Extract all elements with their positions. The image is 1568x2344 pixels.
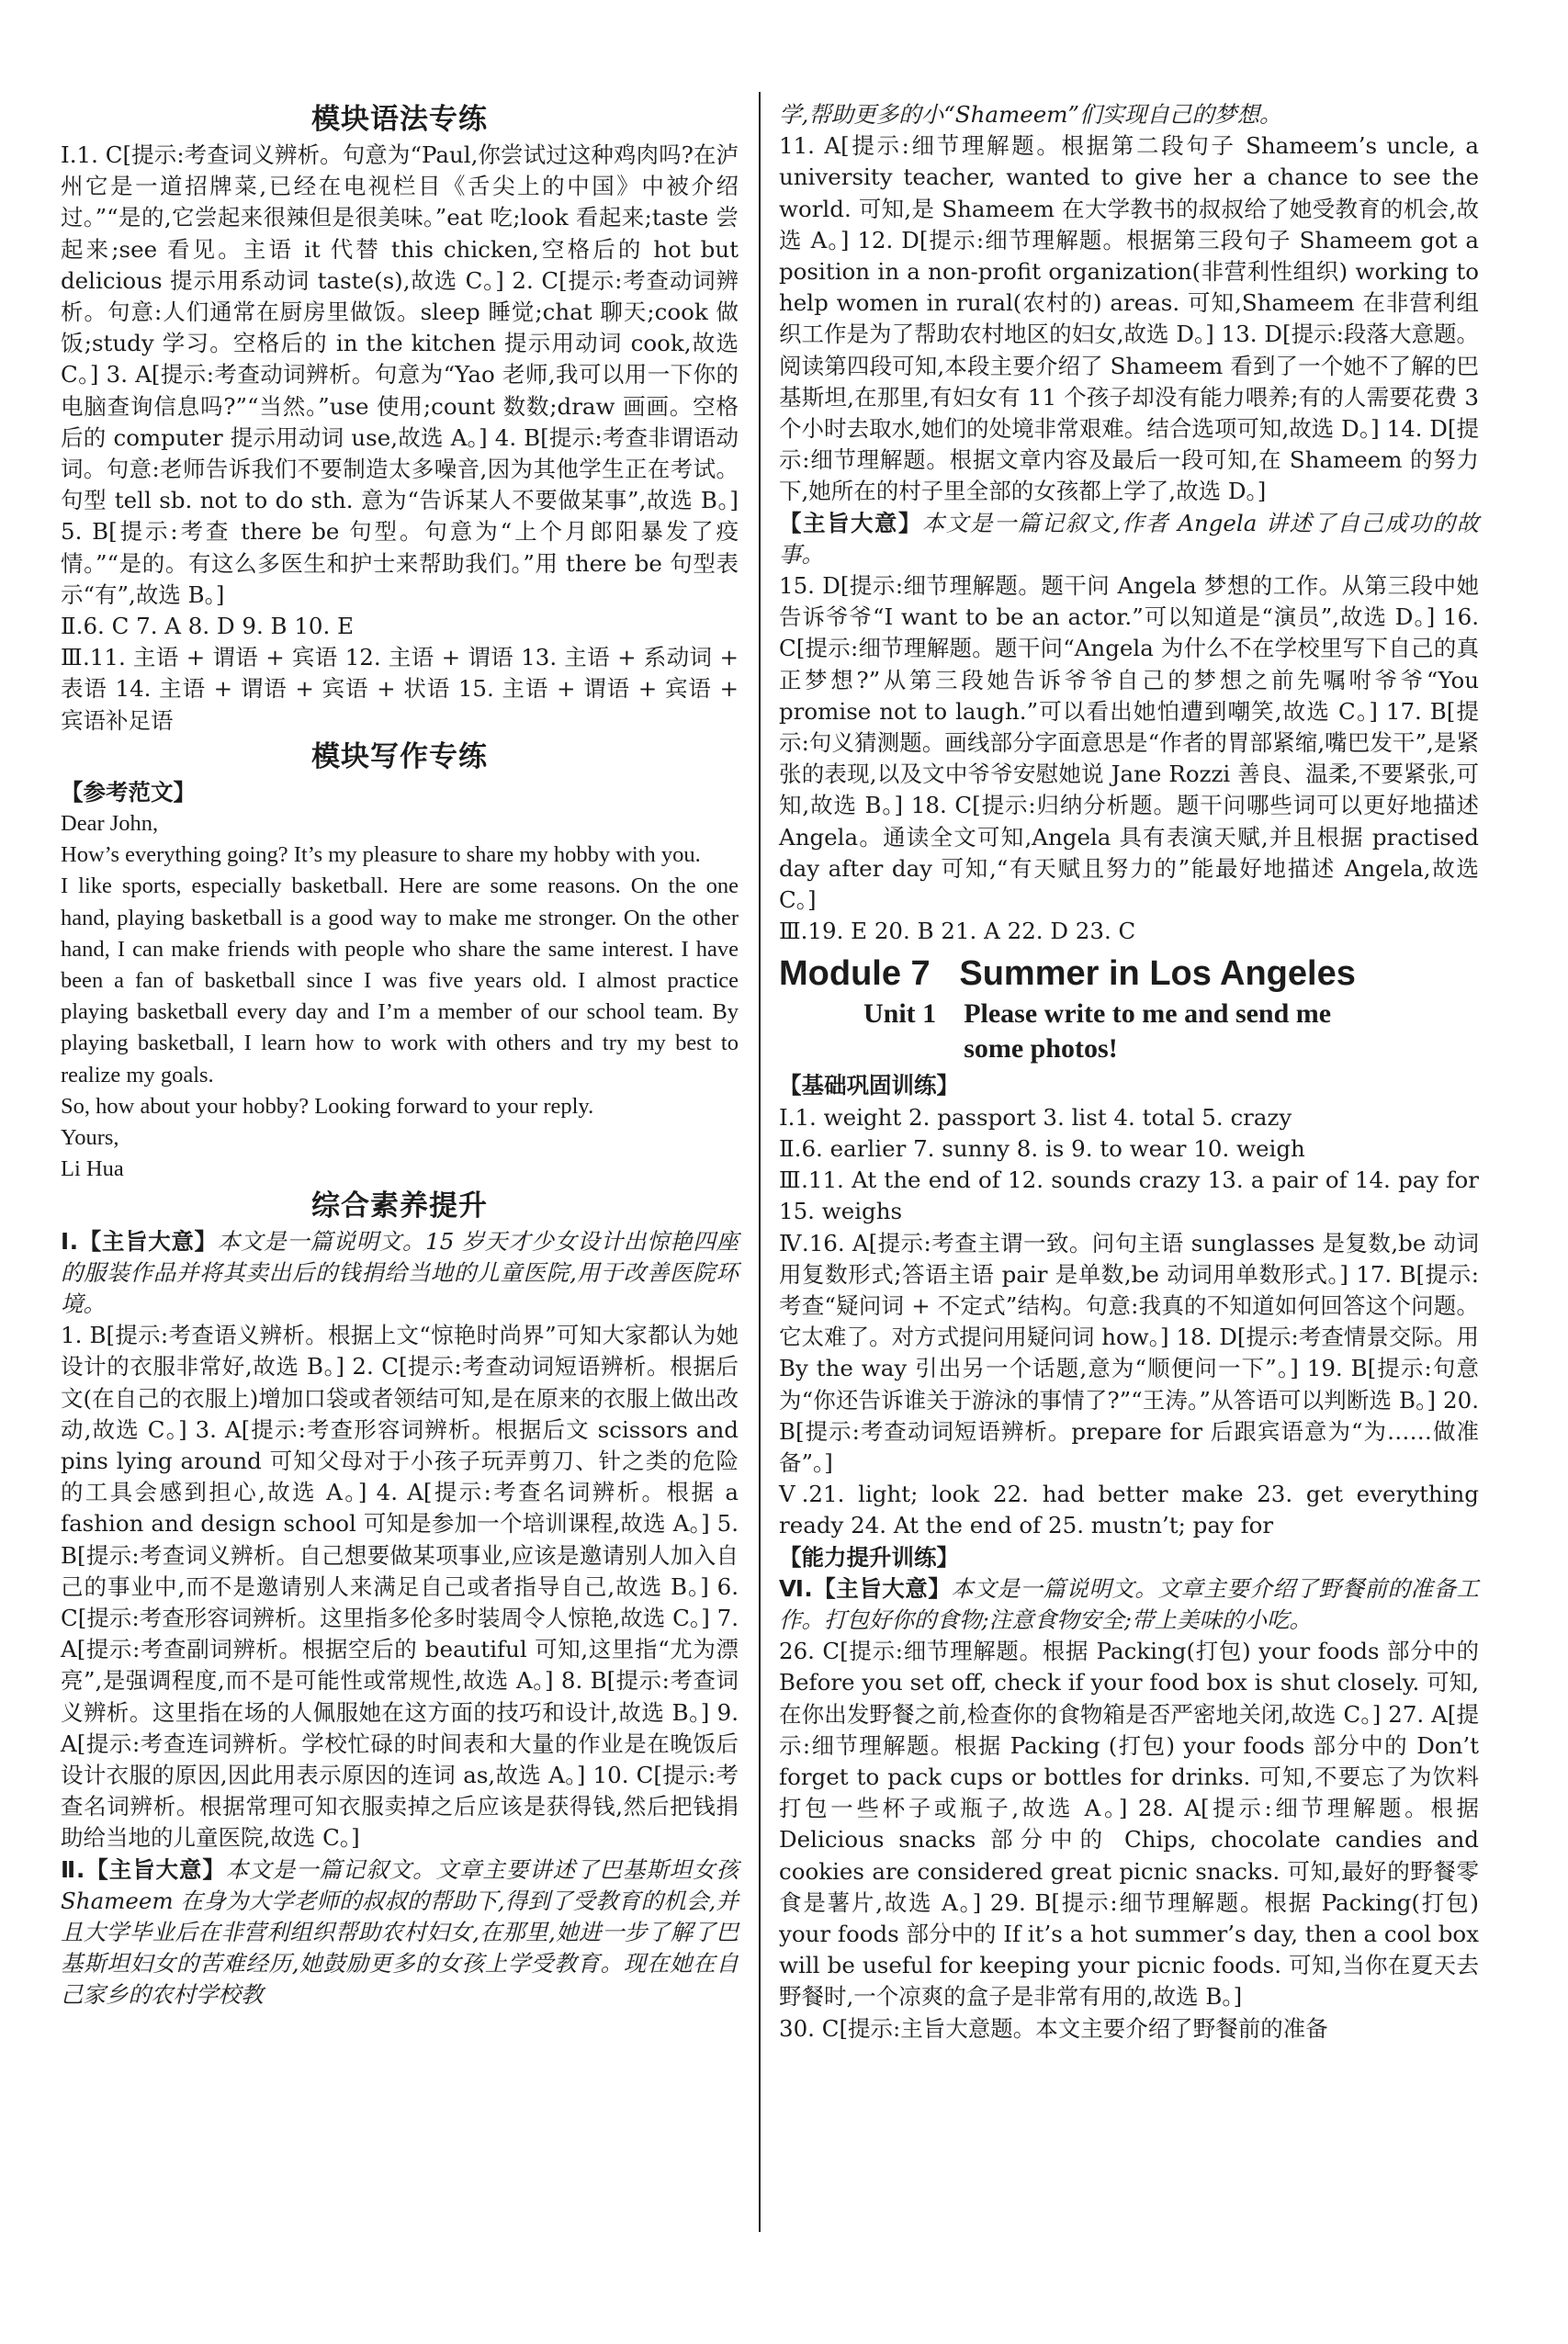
basic-answers-2: Ⅱ.6. earlier 7. sunny 8. is 9. to wear 10. weigh xyxy=(779,1134,1305,1162)
grammar-answers xyxy=(61,140,739,611)
grammar-answer-2: 2. C[提示:考查动词辨析。句意:人们通常在厨房里做饭。sleep 睡觉;chat 聊天;cook 做饭;study 学习。空格后的 in the kitchen 提示用动词 cook,故选 C。] xyxy=(61,266,739,389)
main-idea-text: 本文是一篇记叙文。文章主要讲述了巴基斯坦女孩 Shameem 在身为大学老师的叔叔的帮助下,得到了受教育的机会,并且大学毕业后在非营利组织帮助农村妇女,在那里,她进一步了解了巴基斯坦妇女的苦难经历,她鼓励更多的女孩上学受教育。现在她在自己家乡的农村学校教 xyxy=(61,1855,739,2009)
letter-signature: Li Hua xyxy=(61,1156,124,1182)
passage-6-answers: 26. C[提示:细节理解题。根据 Packing(打包) your foods 部分中的 Before you set off, check if your food box is shut closely. 可知,在你出发野餐之前,检查你的食物箱是否严密地关闭,故选 C。] 27. A[提示:细节理解题。根据 Packing (打包) your foods 部分中的 Don’t forget to pack cups or bottles for drinks. 可知,不要忘了为饮料打包一些杯子或瓶子,故选 A。] 28. A[提示:细节理解题。根据 Delicious snacks 部分中的 Chips, chocolate candies and cookies are considered great picnic snacks. 可知,最好的野餐零食是薯片,故选 A。] 29. B[提示:细节理解题。根据 Packing(打包) your foods 部分中的 If it’s a hot summer’s day, then a cool box will be useful for keeping your picnic foods. 可知,当你在夏天去野餐时,一个凉爽的盒子是非常有用的,故选 B。] xyxy=(779,1638,1479,2011)
main-idea-tag: 【主旨大意】 xyxy=(779,509,922,536)
passage-2-answers: 11. A[提示:细节理解题。根据第二段句子 Shameem’s uncle, a university teacher, wanted to give her a chance to see the world. 可知,是 Shameem 在大学教书的叔叔给了她受教育的机会,故选 A。] 12. D[提示:细节理解题。根据第三段句子 Shameem got a position in a non-profit organization(非营利性组织) working to help women in rural(农村的) areas. 可知,Shameem 在非营利组织工作是为了帮助农村地区的妇女,故选 D。] 13. D[提示:段落大意题。阅读第四段可知,本段主要介绍了 Shameem 看到了一个她不了解的巴基斯坦,在那里,有妇女有 11 个孩子却没有能力喂养;有的人需要花费 3 个小时去取水,她们的处境非常艰难。结合选项可知,故选 D。] 14. D[提示:细节理解题。根据文章内容及最后一段可知,在 Shameem 的努力下,她所在的村子里全部的女孩都上学了,故选 D。] xyxy=(779,132,1479,505)
unit-number: Unit 1 xyxy=(863,998,937,1030)
basic-answers-5: Ⅴ.21. light; look 22. had better make 23. get everything ready 24. At the end of 25. mustn’t; pay for xyxy=(779,1481,1479,1539)
basic-training-label: 【基础巩固训练】 xyxy=(779,1072,959,1099)
unit-heading xyxy=(779,997,1479,1066)
column-divider xyxy=(759,92,761,2232)
basic-answers-3: Ⅲ.11. At the end of 12. sounds crazy 13. a pair of 14. pay for 15. weighs xyxy=(779,1166,1479,1225)
letter-opening: How’s everything going? It’s my pleasure to share my hobby with you. xyxy=(61,842,701,868)
sample-letter xyxy=(61,808,739,1185)
reference-essay-label: 【参考范文】 xyxy=(61,778,196,806)
passage-2-summary xyxy=(61,1854,739,2012)
unit-title-line-2: some photos! xyxy=(964,1033,1118,1065)
passage-6-answer-30: 30. C[提示:主旨大意题。本文主要介绍了野餐前的准备 xyxy=(779,2014,1328,2042)
letter-body: I like sports, especially basketball. Here are some reasons. On the one hand, playing basketball is a good way to make me stronger. On the other hand, I can make friends with people who share the same interest. I have been a fan of basketball since I was five years old. I almost practice playing basketball every day and I’m a member of our school team. By playing basketball, I learn how to work with others and try my best to realize my goals. xyxy=(61,873,739,1087)
writing-section-title: 模块写作专练 xyxy=(311,739,488,773)
passage-1-answers: 1. B[提示:考查语义辨析。根据上文“惊艳时尚界”可知大家都认为她设计的衣服非常好,故选 B。] 2. C[提示:考查动词短语辨析。根据后文(在自己的衣服上)增加口袋或者领结可知,是在原来的衣服上做出改动,故选 C。] 3. A[提示:考查形容词辨析。根据后文 scissors and pins lying around 可知父母对于小孩子玩弄剪刀、针之类的危险的工具会感到担心,故选 A。] 4. A[提示:考查名词辨析。根据 a fashion and design school 可知是参加一个培训课程,故选 A。] 5. B[提示:考查词义辨析。自己想要做某项事业,应该是邀请别人加入自己的事业中,而不是邀请别人来满足自己或者指导自己,故选 B。] 6. C[提示:考查形容词辨析。这里指多伦多时装周令人惊艳,故选 C。] 7. A[提示:考查副词辨析。根据空后的 beautiful 可知,这里指“尤为漂亮”,是强调程度,而不是可能性或常规性,故选 A。] 8. B[提示:考查词义辨析。这里指在场的人佩服她在这方面的技巧和设计,故选 B。] 9. A[提示:考查连词辨析。学校忙碌的时间表和大量的作业是在晚饭后设计衣服的原因,因此用表示原因的连词 as,故选 A。] 10. C[提示:考查名词辨析。根据常理可知衣服卖掉之后应该是获得钱,然后把钱捐助给当地的儿童医院,故选 C。] xyxy=(61,1322,739,1852)
grammar-answer-5: 5. B[提示:考查 there be 句型。句意为“上个月郎阳暴发了疫情。”“是的。有这么多医生和护士来帮助我们。”用 there be 句型表示“有”,故选 B。] xyxy=(61,518,739,608)
grammar-answer-4: 4. B[提示:考查非谓语动词。句意:老师告诉我们不要制造太多噪音,因为其他学生正在考试。句型 tell sb. not to do sth. 意为“告诉某人不要做某事”,故选 B。] xyxy=(61,423,739,514)
passage-3-answers: 15. D[提示:细节理解题。题干问 Angela 梦想的工作。从第三段中她告诉爷爷“I want to be an actor.”可以知道是“演员”,故选 D。] 16. C[提示:细节理解题。题干问“Angela 为什么不在学校里写下自己的真正梦想?”从第三段她告诉爷爷自己的梦想之前先嘱咐爷爷“You promise not to laugh.”可以看出她怕遭到嘲笑,故选 C。] 17. B[提示:句义猜测题。画线部分字面意思是“作者的胃部紧缩,嘴巴发干”,是紧张的表现,以及文中爷爷安慰她说 Jane Rozzi 善良、温柔,不要紧张,可知,故选 B。] 18. C[提示:归纳分析题。题干问哪些词可以更好地描述 Angela。通读全文可知,Angela 具有表演天赋,并且根据 practised day after day 可知,“有天赋且努力的”能最好地描述 Angela,故选 C。] xyxy=(779,572,1479,914)
module-title: Summer in Los Angeles xyxy=(959,954,1356,994)
letter-closing: So, how about your hobby? Looking forward to your reply. xyxy=(61,1093,594,1119)
main-idea-text: 本文是一篇记叙文,作者 Angela 讲述了自己成功的故事。 xyxy=(779,509,1480,568)
grammar-section-title: 模块语法专练 xyxy=(311,103,488,136)
passage-2-summary-cont: 学,帮助更多的小“Shameem”们实现自己的梦想。 xyxy=(779,101,1282,128)
ability-training-label: 【能力提升训练】 xyxy=(779,1543,959,1571)
main-idea-text: 本文是一篇说明文。15 岁天才少女设计出惊艳四座的服装作品并将其卖出后的钱捐给当地的儿童医院,用于改善医院环境。 xyxy=(61,1227,739,1317)
letter-greeting: Dear John, xyxy=(61,811,159,837)
grammar-answers-3: Ⅲ.11. 主语 + 谓语 + 宾语 12. 主语 + 谓语 13. 主语 + 系动词 + 表语 14. 主语 + 谓语 + 宾语 + 状语 15. 主语 + 谓语 + 宾语 + 宾语补足语 xyxy=(61,644,739,734)
main-idea-text: 本文是一篇说明文。文章主要介绍了野餐前的准备工作。打包好你的食物;注意食物安全;带上美味的小吃。 xyxy=(779,1574,1479,1633)
letter-signoff: Yours, xyxy=(61,1125,119,1151)
basic-answers-1: Ⅰ.1. weight 2. passport 3. list 4. total 5. crazy xyxy=(779,1103,1292,1131)
passage-6-summary xyxy=(779,1573,1479,1636)
section-3-answers: Ⅲ.19. E 20. B 21. A 22. D 23. C xyxy=(779,918,1136,945)
grammar-answer-3: 3. A[提示:考查动词辨析。句意为“Yao 老师,我可以用一下你的电脑查询信息吗?”“当然。”use 使用;count 数数;draw 画画。空格后的 computer 提示用动词 use,故选 A。] xyxy=(61,361,739,451)
grammar-answers-2: Ⅱ.6. C 7. A 8. D 9. B 10. E xyxy=(61,613,354,640)
passage-3-summary xyxy=(779,508,1479,570)
unit-title-line-1: Please write to me and send me xyxy=(964,998,1332,1030)
right-column xyxy=(779,99,1479,2045)
main-idea-tag: Ⅰ.【主旨大意】 xyxy=(61,1227,218,1255)
module-number: Module 7 xyxy=(779,954,931,994)
main-idea-tag: Ⅱ.【主旨大意】 xyxy=(61,1855,226,1883)
left-column xyxy=(61,99,739,2012)
unit-title xyxy=(964,997,1331,1066)
basic-answers-4: Ⅳ.16. A[提示:考查主谓一致。问句主语 sunglasses 是复数,be 动词用复数形式;答语主语 pair 是单数,be 动词用单数形式。] 17. B[提示:考查“疑问词 + 不定式”结构。句意:我真的不知道如何回答这个问题。它太难了。对方式提问用疑问词 how。] 18. D[提示:考查情景交际。用 By the way 引出另一个话题,意为“顺便问一下”。] 19. B[提示:句意为“你还告诉谁关于游泳的事情了?”“王涛。”从答语可以判断选 B。] 20. B[提示:考查动词短语辨析。prepare for 后跟宾语意为“为……做准备”。] xyxy=(779,1229,1479,1476)
module-heading xyxy=(779,952,1479,995)
main-idea-tag: Ⅵ.【主旨大意】 xyxy=(779,1574,952,1602)
grammar-answer-1: Ⅰ.1. C[提示:考查词义辨析。句意为“Paul,你尝试过这种鸡肉吗?在泸州它是一道招牌菜,已经在电视栏目《舌尖上的中国》中被介绍过。”“是的,它尝起来很辣但是很美味。”eat 吃;look 看起来;taste 尝起来;see 看见。主语 it 代替 this chicken,空格后的 hot but delicious 提示用系动词 taste(s),故选 C。] xyxy=(61,141,739,294)
comprehensive-section-title: 综合素养提升 xyxy=(311,1189,488,1223)
passage-1-summary xyxy=(61,1226,739,1321)
